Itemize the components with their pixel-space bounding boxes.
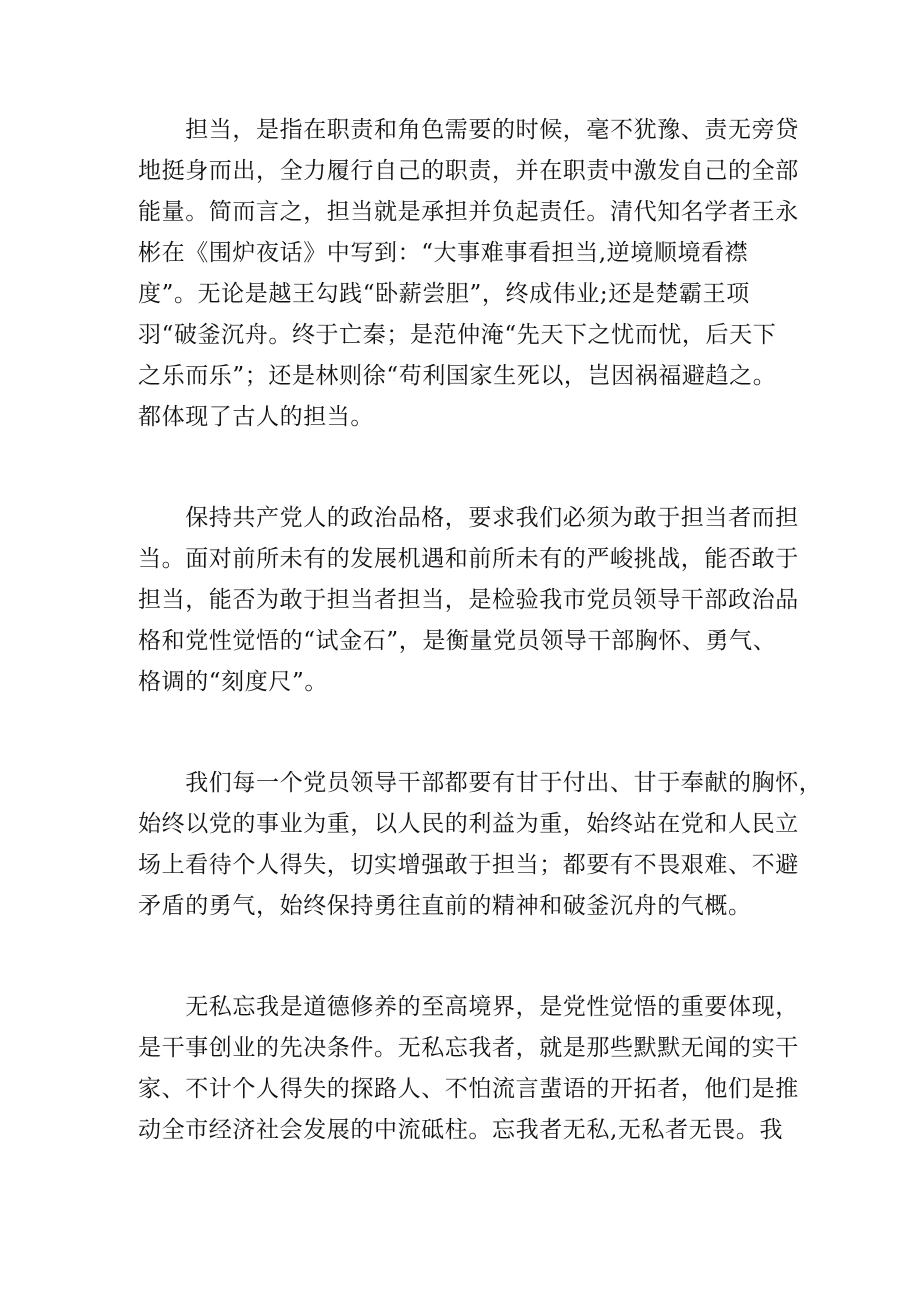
text-line: 我们每一个党员领导干部都要有甘于付出、甘于奉献的胸怀， bbox=[138, 770, 823, 796]
text-line: 格和党性觉悟的“试金石”，是衡量党员领导干部胸怀、勇气、 bbox=[138, 628, 777, 654]
text-line: 场上看待个人得失，切实增强敢于担当；都要有不畏艰难、不避 bbox=[138, 852, 799, 878]
text-line: 无私忘我是道德修养的至高境界，是党性觉悟的重要体现， bbox=[138, 994, 799, 1020]
text-line: 地挺身而出，全力履行自己的职责，并在职责中激发自己的全部 bbox=[138, 158, 799, 184]
text-line: 格调的“刻度尺”。 bbox=[138, 669, 328, 695]
paragraph-2 bbox=[138, 498, 799, 703]
text-line: 矛盾的勇气，始终保持勇往直前的精神和破釜沉舟的气概。 bbox=[138, 893, 752, 919]
text-line: 羽“破釜沉舟。终于亡秦；是范仲淹“先天下之忧而忧，后天下 bbox=[138, 322, 777, 348]
text-line: 动全市经济社会发展的中流砥柱。忘我者无私,无私者无畏。我 bbox=[138, 1117, 784, 1143]
text-line: 能量。简而言之，担当就是承担并负起责任。清代知名学者王永 bbox=[138, 199, 799, 225]
text-line: 保持共产党人的政治品格，要求我们必须为敢于担当者而担 bbox=[138, 505, 799, 531]
paragraph-3 bbox=[138, 763, 823, 927]
paragraph-1 bbox=[138, 110, 799, 438]
text-line: 担当，是指在职责和角色需要的时候，毫不犹豫、责无旁贷 bbox=[138, 117, 799, 143]
text-line: 家、不计个人得失的探路人、不怕流言蜚语的开拓者，他们是推 bbox=[138, 1076, 799, 1102]
document-body bbox=[138, 110, 823, 1211]
text-line: 之乐而乐”；还是林则徐“苟利国家生死以，岂因祸福避趋之。 bbox=[138, 363, 777, 389]
text-line: 都体现了古人的担当。 bbox=[138, 404, 374, 430]
text-line: 度”。无论是越王勾践“卧薪尝胆”，终成伟业;还是楚霸王项 bbox=[138, 281, 750, 307]
text-line: 始终以党的事业为重，以人民的利益为重，始终站在党和人民立 bbox=[138, 811, 799, 837]
text-line: 担当，能否为敢于担当者担当，是检验我市党员领导干部政治品 bbox=[138, 587, 799, 613]
paragraph-4 bbox=[138, 987, 799, 1151]
text-line: 是干事创业的先决条件。无私忘我者，就是那些默默无闻的实干 bbox=[138, 1035, 799, 1061]
text-line: 彬在《围炉夜话》中写到：“大事难事看担当,逆境顺境看襟 bbox=[138, 240, 749, 266]
text-line: 当。面对前所未有的发展机遇和前所未有的严峻挑战，能否敢于 bbox=[138, 546, 799, 572]
